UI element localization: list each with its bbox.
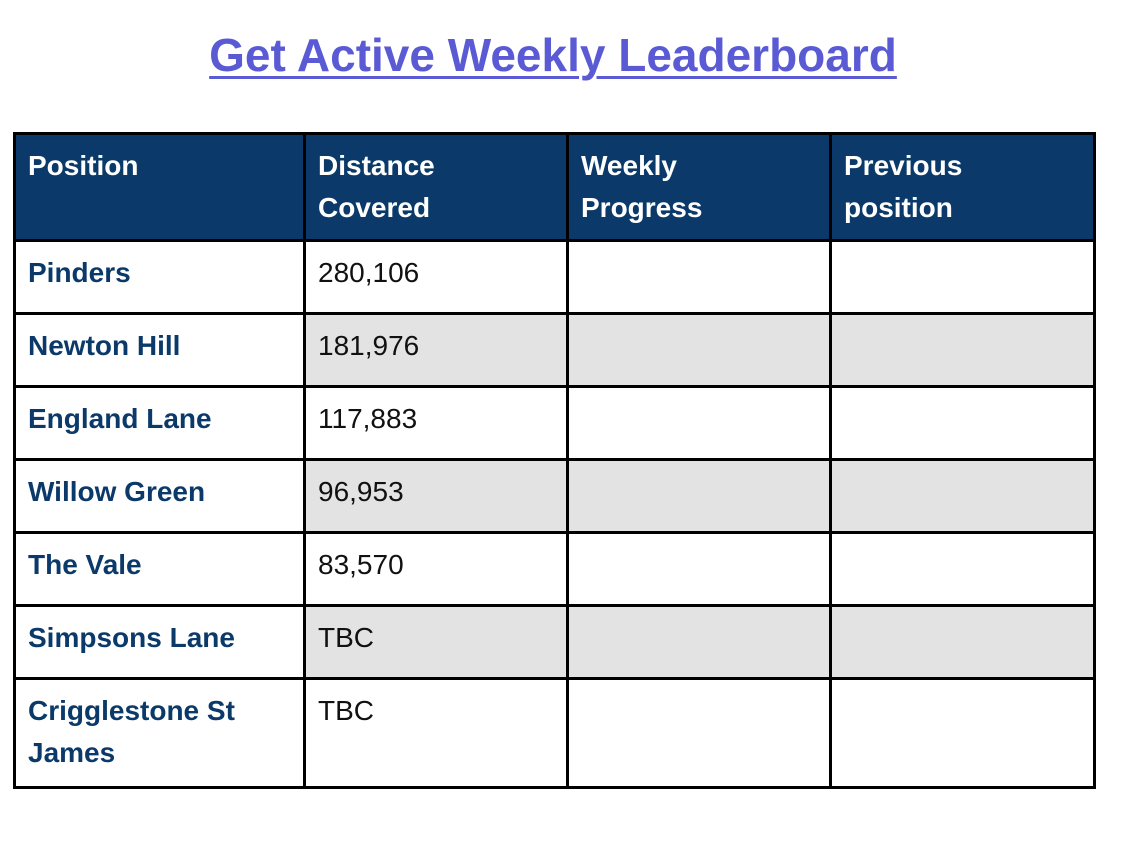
weekly-progress	[568, 679, 831, 788]
weekly-progress	[568, 460, 831, 533]
previous-position	[831, 606, 1095, 679]
page-title[interactable]: Get Active Weekly Leaderboard	[209, 29, 897, 81]
previous-position	[831, 387, 1095, 460]
distance-covered: 181,976	[305, 314, 568, 387]
leaderboard-table	[13, 132, 1096, 789]
team-name: Pinders	[15, 241, 305, 314]
table-row	[15, 314, 1095, 387]
previous-position	[831, 241, 1095, 314]
header-weekly-progress: Weekly Progress	[568, 134, 831, 241]
team-name: Simpsons Lane	[15, 606, 305, 679]
table-row	[15, 241, 1095, 314]
table-row	[15, 606, 1095, 679]
previous-position	[831, 314, 1095, 387]
team-name: Newton Hill	[15, 314, 305, 387]
distance-covered: TBC	[305, 679, 568, 788]
team-name: The Vale	[15, 533, 305, 606]
weekly-progress	[568, 606, 831, 679]
table-row	[15, 387, 1095, 460]
distance-covered: 96,953	[305, 460, 568, 533]
weekly-progress	[568, 387, 831, 460]
weekly-progress	[568, 241, 831, 314]
previous-position	[831, 679, 1095, 788]
team-name: Crigglestone St James	[15, 679, 305, 788]
header-row	[15, 134, 1095, 241]
weekly-progress	[568, 314, 831, 387]
team-name: Willow Green	[15, 460, 305, 533]
header-distance-covered: Distance Covered	[305, 134, 568, 241]
previous-position	[831, 533, 1095, 606]
team-name: England Lane	[15, 387, 305, 460]
table-row	[15, 679, 1095, 788]
table-row	[15, 533, 1095, 606]
distance-covered: 280,106	[305, 241, 568, 314]
distance-covered: 117,883	[305, 387, 568, 460]
distance-covered: 83,570	[305, 533, 568, 606]
header-position: Position	[15, 134, 305, 241]
header-previous-position: Previous position	[831, 134, 1095, 241]
table-row	[15, 460, 1095, 533]
distance-covered: TBC	[305, 606, 568, 679]
weekly-progress	[568, 533, 831, 606]
previous-position	[831, 460, 1095, 533]
